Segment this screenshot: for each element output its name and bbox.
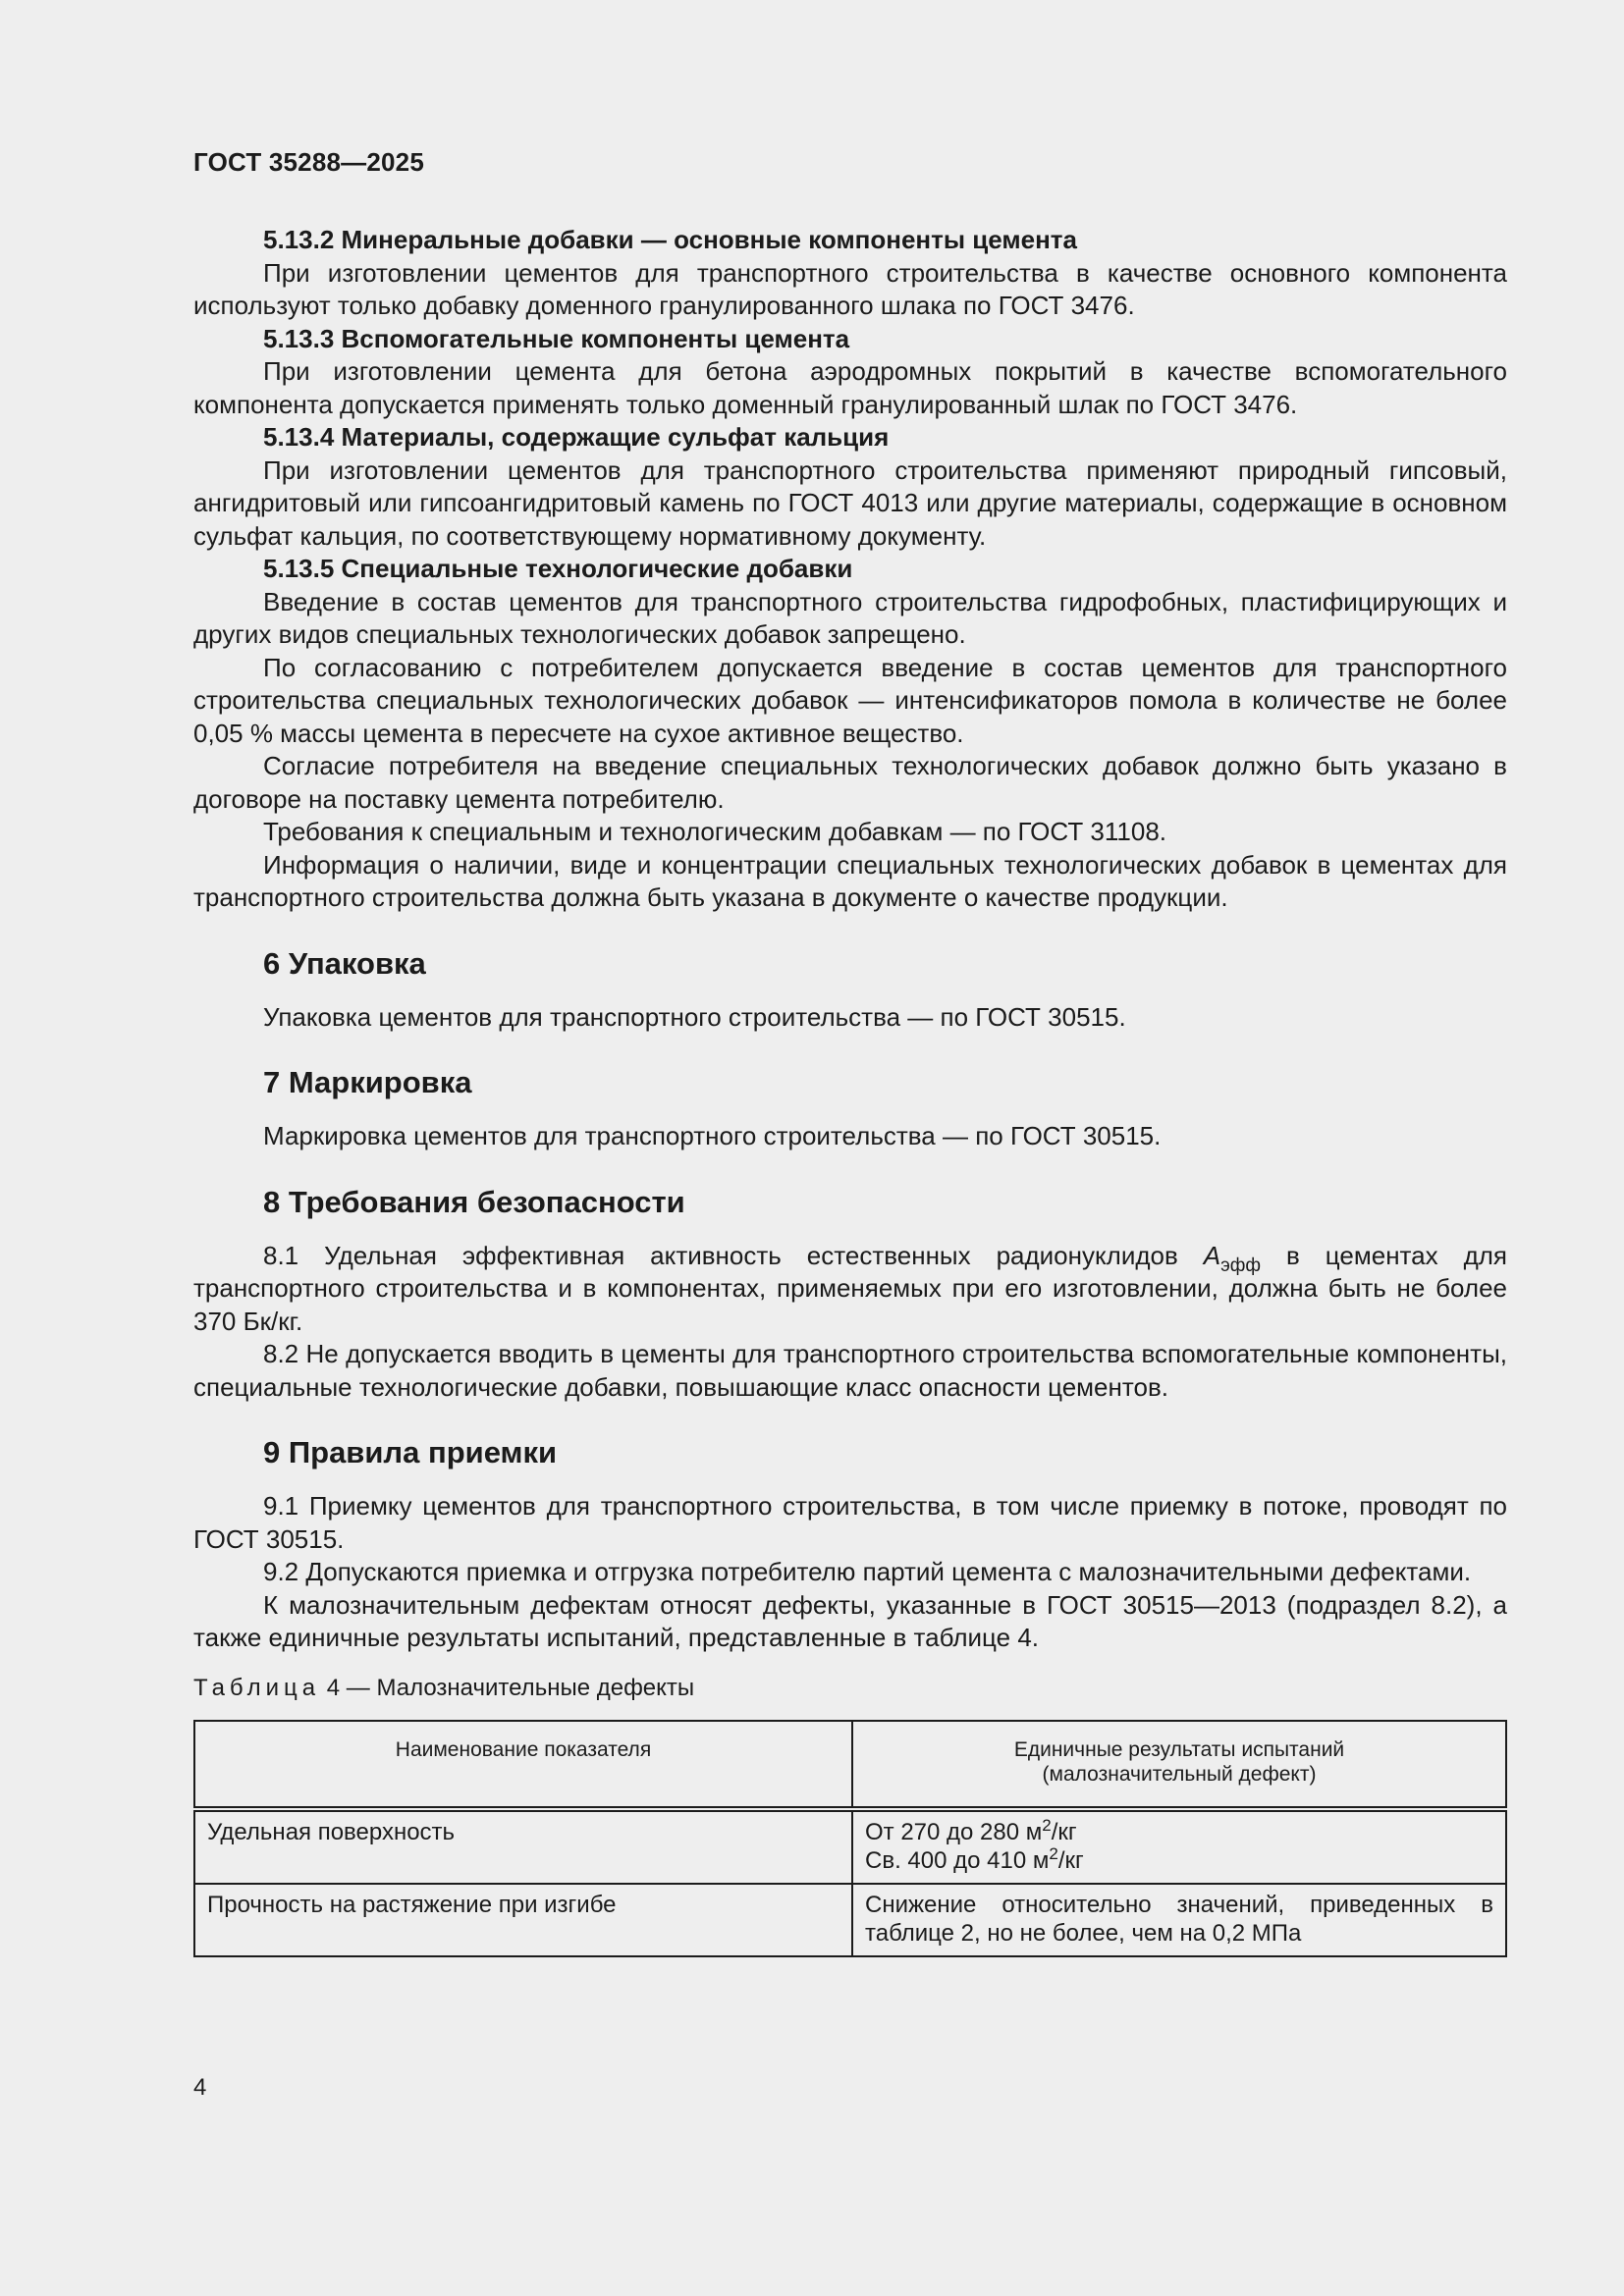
page-number: 4 <box>193 2074 207 2101</box>
section-5-13-5-paragraph-1: Введение в состав цементов для транспортного строительства гидрофобных, пластифицирующих и других видов специальных технологических добавок запрещено. <box>193 586 1507 649</box>
section-5-13-2-text: При изготовлении цементов для транспортного строительства в качестве основного компонента используют только добавку доменного гранулированного шлака по ГОСТ 3476. <box>193 257 1507 320</box>
document-body <box>193 224 1507 1957</box>
value-line-1-superscript: 2 <box>1042 1815 1052 1835</box>
activity-symbol-subscript: эфф <box>1220 1255 1262 1276</box>
section-7-text: Маркировка цементов для транспортного строительства — по ГОСТ 30515. <box>263 1121 1162 1150</box>
section-5-13-5-paragraph-4: Требования к специальным и технологическим добавкам — по ГОСТ 31108. <box>263 817 1167 846</box>
table-header-results-line-2: (малозначительный дефект) <box>1042 1762 1317 1786</box>
section-5-13-5-paragraph-2: По согласованию с потребителем допускается введение в состав цементов для транспортного строительства специальных технологических добавок — интенсификаторов помола в количестве не более 0,05 % массы цемента в пересчете на сухое активное вещество. <box>193 652 1507 748</box>
table-4-caption <box>193 1673 1507 1704</box>
section-5-13-2-title: 5.13.2 Минеральные добавки — основные компоненты цемента <box>263 225 1077 254</box>
section-8-1-text-end: в цементах для транспортного строительства и в компонентах, применяемых при его изготовлении, должна быть не более 370 Бк/кг. <box>193 1240 1507 1336</box>
defects-table <box>193 1720 1507 1957</box>
section-9-2-text: 9.2 Допускаются приемка и отгрузка потребителю партий цемента с малозначительными дефектами. <box>263 1557 1472 1586</box>
section-5-13-4-text: При изготовлении цементов для транспортного строительства применяют природный гипсовый, ангидритовый или гипсоангидритовый камень по ГОСТ 4013 или другие материалы, содержащие в основном сульфат кальция, по соответствующему нормативному документу. <box>193 454 1507 551</box>
table-row <box>194 1884 1506 1956</box>
table-cell-value <box>852 1809 1506 1884</box>
section-5-13-5-paragraph-3: Согласие потребителя на введение специальных технологических добавок должно быть указано в договоре на поставку цемента потребителю. <box>193 751 1507 814</box>
value-line-2-superscript: 2 <box>1049 1843 1058 1863</box>
section-8-heading: 8 Требования безопасности <box>263 1184 685 1219</box>
table-caption-word: Таблица <box>193 1674 321 1701</box>
document-header: ГОСТ 35288—2025 <box>193 147 424 177</box>
section-8-1-text <box>193 1240 1507 1339</box>
section-6-text: Упаковка цементов для транспортного строительства — по ГОСТ 30515. <box>263 1001 1126 1032</box>
value-line-1-text: От 270 до 280 м <box>865 1818 1043 1845</box>
table-row <box>194 1809 1506 1884</box>
table-header-results <box>852 1721 1506 1809</box>
section-5-13-3-title: 5.13.3 Вспомогательные компоненты цемента <box>263 323 850 353</box>
section-8-1-text-start: 8.1 Удельная эффективная активность естественных радионуклидов <box>263 1240 1204 1270</box>
section-5-13-3-text: При изготовлении цемента для бетона аэродромных покрытий в качестве вспомогательного компонента допускается применять только доменный гранулированный шлак по ГОСТ 3476. <box>193 356 1507 419</box>
table-caption-title: 4 — Малозначительные дефекты <box>320 1674 695 1701</box>
value-line-2-unit: /кг <box>1057 1846 1084 1874</box>
section-9-1-text: 9.1 Приемку цементов для транспортного строительства, в том числе приемку в потоке, проводят по ГОСТ 30515. <box>193 1491 1507 1554</box>
table-cell-value: Снижение относительно значений, приведенных в таблице 2, но не более, чем на 0,2 МПа <box>852 1884 1506 1956</box>
section-8-2-text: 8.2 Не допускается вводить в цементы для транспортного строительства вспомогательные компоненты, специальные технологические добавки, повышающие класс опасности цементов. <box>193 1339 1507 1402</box>
section-9-paragraph-3: К малозначительным дефектам относят дефекты, указанные в ГОСТ 30515—2013 (подраздел 8.2), а также единичные результаты испытаний, представленные в таблице 4. <box>193 1589 1507 1652</box>
table-header-results-line-1: Единичные результаты испытаний <box>1013 1737 1345 1761</box>
value-line-2-text: Св. 400 до 410 м <box>865 1846 1050 1874</box>
table-cell-name: Прочность на растяжение при изгибе <box>194 1884 852 1956</box>
table-header-row <box>194 1721 1506 1809</box>
section-6-heading: 6 Упаковка <box>263 945 426 981</box>
section-7-heading: 7 Маркировка <box>263 1065 472 1099</box>
section-5-13-4-title: 5.13.4 Материалы, содержащие сульфат кальция <box>263 422 890 452</box>
table-header-indicator: Наименование показателя <box>194 1721 852 1809</box>
section-5-13-5-title: 5.13.5 Специальные технологические добавки <box>263 554 853 583</box>
section-9-heading: 9 Правила приемки <box>263 1435 558 1469</box>
section-5-13-5-paragraph-5: Информация о наличии, виде и концентрации специальных технологических добавок в цементах для транспортного строительства должна быть указана в документе о качестве продукции. <box>193 849 1507 912</box>
activity-symbol: A <box>1203 1240 1221 1270</box>
value-line-1-unit: /кг <box>1051 1818 1077 1845</box>
table-cell-name: Удельная поверхность <box>194 1809 852 1884</box>
